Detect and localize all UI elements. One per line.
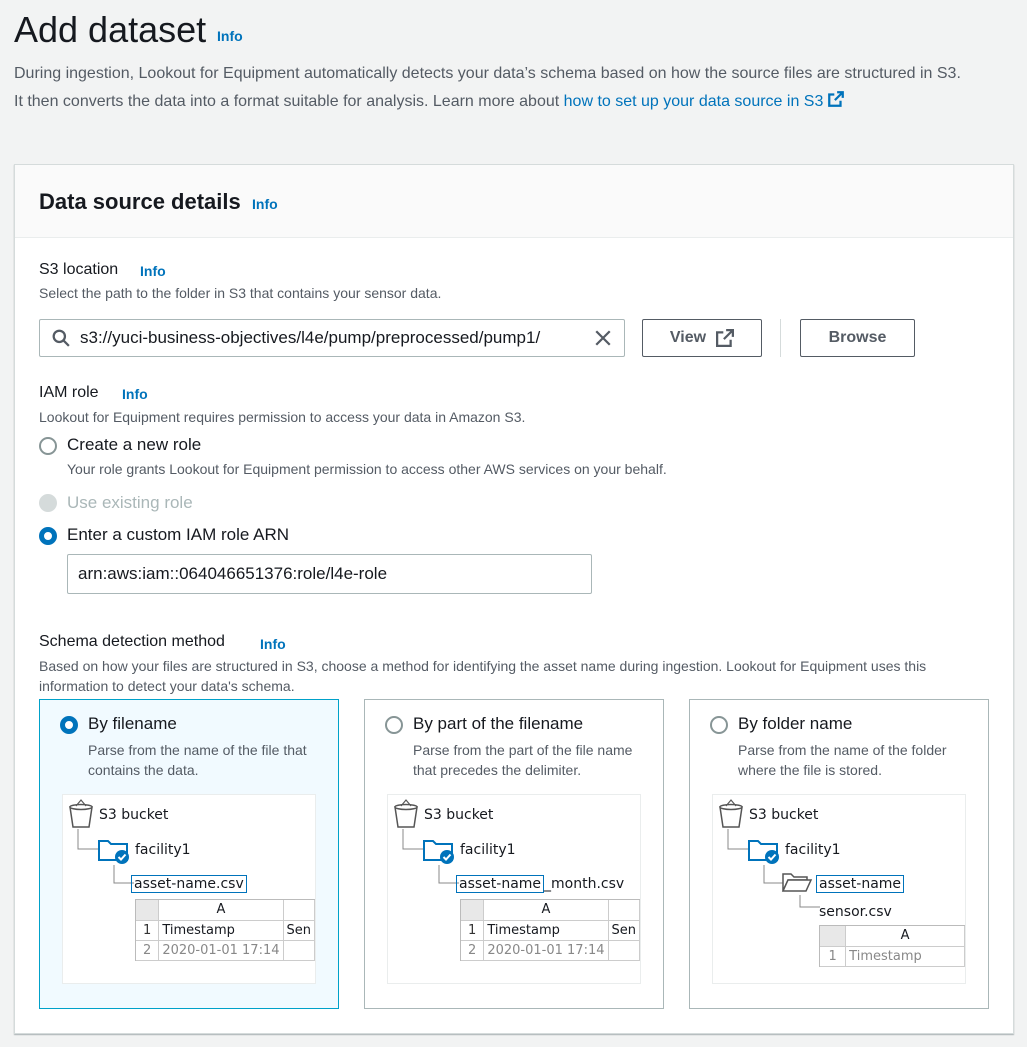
asset-name-highlight: asset-name.csv [131, 875, 247, 893]
schema-illustration [387, 794, 641, 984]
by-folder-name-radio[interactable] [710, 716, 728, 734]
create-role-radio[interactable] [39, 437, 57, 455]
file-label [131, 876, 247, 892]
browse-button[interactable] [800, 319, 915, 357]
browse-button-label: Browse [828, 329, 887, 346]
tree-line [402, 829, 424, 851]
by-filename-radio[interactable] [60, 716, 78, 734]
container-header [15, 165, 1013, 238]
page-description [14, 60, 974, 116]
tile-description: Parse from the part of the file name that precedes the delimiter. [413, 742, 633, 778]
schema-method-description: Based on how your files are structured in S3, choose a method for identifying the asset name during ingestion. Lookout for Equipment uses this information to detect your data's schema. [39, 658, 927, 694]
search-icon [52, 329, 70, 347]
page-title: Add dataset [14, 9, 207, 50]
s3-location-label: S3 location [39, 261, 119, 278]
s3-location-input[interactable] [39, 319, 625, 357]
tile-by-part-of-filename[interactable] [364, 699, 664, 1009]
bucket-label: S3 bucket [99, 807, 169, 823]
custom-arn-label[interactable]: Enter a custom IAM role ARN [67, 525, 290, 544]
asset-name-highlight: asset-name [816, 875, 904, 893]
external-link-icon[interactable] [827, 90, 845, 108]
spreadsheet-preview: A 1 Timestamp Sen 2 2020-01-01 17:14 [460, 899, 640, 961]
folder-check-icon [97, 835, 131, 865]
schema-illustration [712, 794, 966, 984]
view-button[interactable] [642, 319, 762, 357]
tile-description: Parse from the name of the folder where the file is stored. [738, 742, 947, 778]
iam-role-label: IAM role [39, 384, 99, 401]
folder-check-icon [422, 835, 456, 865]
cell: Timestamp [159, 920, 283, 940]
iam-role-info-link[interactable]: Info [122, 386, 148, 402]
button-divider [780, 319, 781, 357]
bucket-icon [67, 799, 95, 829]
cell: 2020-01-01 17:14 [159, 940, 283, 960]
s3-location-info-link[interactable]: Info [140, 263, 166, 279]
by-part-filename-radio[interactable] [385, 716, 403, 734]
cell: Timestamp [846, 946, 965, 966]
tree-line [799, 895, 821, 911]
external-link-icon [716, 329, 734, 347]
bucket-label: S3 bucket [749, 807, 819, 823]
bucket-label: S3 bucket [424, 807, 494, 823]
spreadsheet-preview: A 1 Timestamp [819, 925, 965, 967]
cell: 2020-01-01 17:14 [484, 940, 608, 960]
tree-line [727, 829, 749, 851]
page-info-link[interactable]: Info [217, 28, 243, 44]
create-role-label[interactable]: Create a new role [67, 435, 202, 454]
setup-s3-link[interactable]: how to set up your data source in S3 [563, 93, 824, 110]
asset-name-highlight: asset-name [456, 875, 544, 893]
subfolder-label [816, 876, 904, 892]
view-button-label: View [669, 329, 707, 346]
schema-illustration [62, 794, 316, 984]
folder-label: facility1 [135, 842, 191, 858]
col-header: A [846, 926, 965, 946]
tile-title: By filename [88, 714, 177, 733]
bucket-icon [392, 799, 420, 829]
existing-role-radio [39, 494, 57, 512]
col-header: A [484, 900, 608, 920]
page-description-text: During ingestion, Lookout for Equipment automatically detects your data’s schema based on how the source files are structured in S3. It then converts the data into a format suitable for analysis. Learn more about [14, 65, 961, 110]
create-role-description: Your role grants Lookout for Equipment permission to access other AWS services on your behalf. [67, 461, 667, 477]
spreadsheet-preview: A 1 Timestamp Sen 2 2020-01-01 17:14 [135, 899, 315, 961]
data-source-container [14, 164, 1014, 1034]
tile-by-folder-name[interactable] [689, 699, 989, 1009]
cell: Timestamp [484, 920, 608, 940]
cell: Sen [283, 920, 315, 940]
bucket-icon [717, 799, 745, 829]
tile-title: By part of the filename [413, 714, 584, 733]
folder-label: facility1 [460, 842, 516, 858]
open-folder-icon [781, 870, 813, 894]
close-icon[interactable] [594, 329, 612, 347]
existing-role-label: Use existing role [67, 493, 193, 512]
iam-role-description: Lookout for Equipment requires permission to access your data in Amazon S3. [39, 409, 526, 425]
schema-method-info-link[interactable]: Info [260, 636, 286, 652]
file-label: sensor.csv [819, 904, 892, 920]
custom-arn-radio[interactable] [39, 527, 57, 545]
cell: Sen [608, 920, 640, 940]
folder-label: facility1 [785, 842, 841, 858]
tile-description: Parse from the name of the file that contains the data. [88, 742, 307, 778]
tile-by-filename[interactable] [39, 699, 339, 1009]
data-source-header: Data source details [39, 189, 241, 214]
file-label: asset-name _month.csv [456, 876, 624, 892]
s3-location-description: Select the path to the folder in S3 that contains your sensor data. [39, 285, 442, 301]
folder-check-icon [747, 835, 781, 865]
col-header: A [159, 900, 283, 920]
iam-role-arn-input[interactable]: arn:aws:iam::064046651376:role/l4e-role [67, 554, 592, 594]
tile-title: By folder name [738, 714, 853, 733]
data-source-info-link[interactable]: Info [252, 196, 278, 212]
s3-location-value: s3://yuci-business-objectives/l4e/pump/preprocessed/pump1/ [80, 328, 541, 347]
schema-method-label: Schema detection method [39, 633, 225, 650]
tree-line [77, 829, 99, 851]
